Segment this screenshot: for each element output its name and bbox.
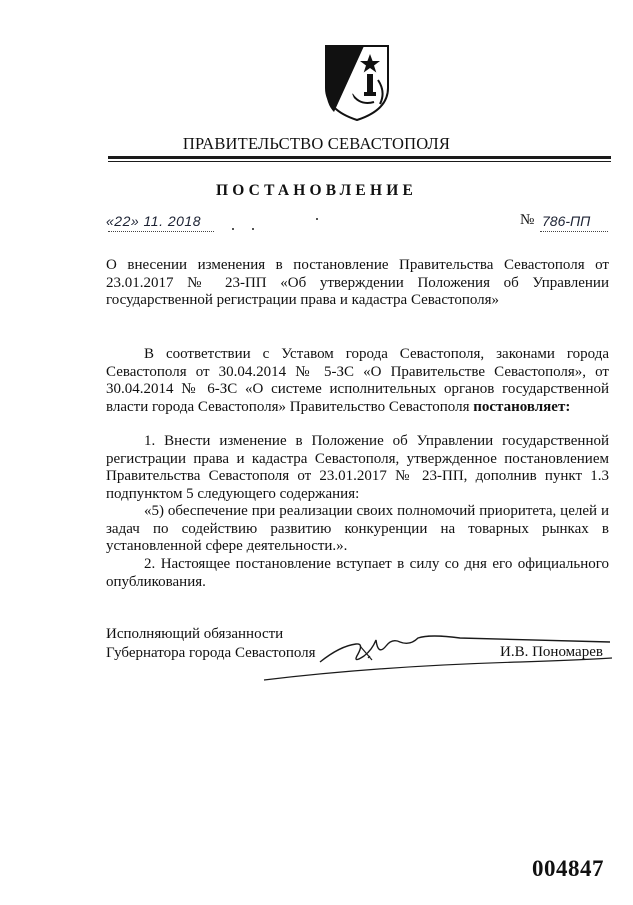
number-label: № (520, 212, 535, 228)
document-subject: О внесении изменения в постановление Правительства Севастополя от 23.01.2017 № 23-ПП «Об утверждении Положения об Управлении государственной регистрации права и кадастра Севастополя» (106, 257, 609, 308)
item-2-paragraph: 2. Настоящее постановление вступает в силу со дня его официального опубликования. (106, 556, 609, 590)
signatory-name: И.В. Пономарев (500, 644, 603, 660)
preamble-decision: постановляет: (473, 398, 571, 415)
serial-number: 004847 (532, 856, 604, 881)
document-type-title: ПОСТАНОВЛЕНИЕ (215, 182, 418, 199)
item-1-paragraph: 1. Внести изменение в Положение об Управлении государственной регистрации права и кадастра Севастополя, утвержденное постановлением Правительства Севастополя от 23.01.2017 № 23-ПП, дополнив пункт 1.3 подпунктом 5 следующего содержания: (106, 433, 609, 502)
sevastopol-coat-of-arms-icon (324, 44, 390, 127)
signatory-role-line-1: Исполняющий обязанности (106, 626, 284, 642)
document-date: «22» 11. 2018 (106, 213, 201, 229)
scan-speck (232, 228, 234, 230)
header-rule-thick (108, 156, 611, 159)
government-title: ПРАВИТЕЛЬСТВО СЕВАСТОПОЛЯ (182, 134, 451, 153)
scan-speck (316, 218, 318, 220)
scan-speck (252, 228, 254, 230)
number-underline (540, 231, 608, 232)
signatory-role-line-2: Губернатора города Севастополя (106, 645, 316, 661)
date-underline (108, 231, 214, 232)
preamble-text: В соответствии с Уставом города Севастополя, законами города Севастополя от 30.04.2014 № 5-ЗС «О Правительстве Севастополя», от 30.04.2014 № 6-ЗС «О системе исполнительных органов государственной власти города Севастополя» Правительство Севастополя (106, 346, 609, 415)
header-rule-thin (108, 161, 611, 162)
document-number: 786-ПП (542, 213, 591, 229)
item-1-quote-paragraph: «5) обеспечение при реализации своих полномочий приоритета, целей и задач по содействию развитию конкуренции на товарных рынках в установленной сфере деятельности.». (106, 503, 609, 554)
preamble-paragraph (106, 346, 609, 416)
